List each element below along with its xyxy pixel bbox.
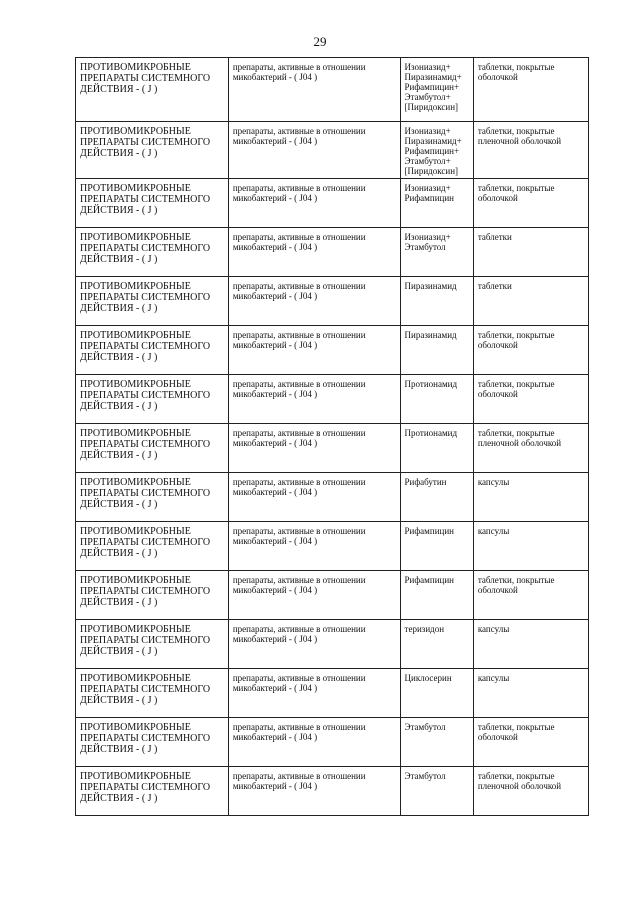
subgroup-cell <box>228 122 400 179</box>
subgroup-cell <box>228 326 400 375</box>
group-cell <box>76 424 229 473</box>
group-text: ПРОТИВОМИКРОБНЫЕ ПРЕПАРАТЫ СИСТЕМНОГО ДЕЙСТВИЯ - ( J ) <box>80 232 211 265</box>
inn-cell <box>400 375 473 424</box>
form-text: капсулы <box>477 477 510 487</box>
inn-text: теризидон <box>404 624 445 634</box>
form-cell <box>473 669 588 718</box>
form-text: таблетки, покрытые оболочкой <box>477 330 555 350</box>
subgroup-text: препараты, активные в отношении микобактерий - ( J04 ) <box>232 232 366 252</box>
subgroup-cell <box>228 669 400 718</box>
table-row <box>76 375 589 424</box>
subgroup-text: препараты, активные в отношении микобактерий - ( J04 ) <box>232 477 366 497</box>
subgroup-text: препараты, активные в отношении микобактерий - ( J04 ) <box>232 722 366 742</box>
inn-cell <box>400 122 473 179</box>
subgroup-text: препараты, активные в отношении микобактерий - ( J04 ) <box>232 428 366 448</box>
form-text: таблетки <box>477 281 512 291</box>
subgroup-text: препараты, активные в отношении микобактерий - ( J04 ) <box>232 62 366 82</box>
group-text: ПРОТИВОМИКРОБНЫЕ ПРЕПАРАТЫ СИСТЕМНОГО ДЕЙСТВИЯ - ( J ) <box>80 673 211 706</box>
inn-text: Пиразинамид <box>404 330 457 340</box>
form-cell <box>473 122 588 179</box>
form-cell <box>473 326 588 375</box>
inn-cell <box>400 522 473 571</box>
form-text: таблетки, покрытые оболочкой <box>477 722 555 742</box>
subgroup-text: препараты, активные в отношении микобактерий - ( J04 ) <box>232 379 366 399</box>
group-cell <box>76 326 229 375</box>
group-cell <box>76 375 229 424</box>
drug-table-body <box>76 58 589 816</box>
subgroup-text: препараты, активные в отношении микобактерий - ( J04 ) <box>232 624 366 644</box>
form-text: таблетки, покрытые оболочкой <box>477 183 555 203</box>
table-row <box>76 326 589 375</box>
inn-cell <box>400 228 473 277</box>
group-cell <box>76 122 229 179</box>
table-row <box>76 179 589 228</box>
inn-text: Изониазид+ Пиразинамид+ Рифампицин+ Этамбутол+ [Пиридоксин] <box>404 126 462 176</box>
inn-cell <box>400 767 473 816</box>
group-text: ПРОТИВОМИКРОБНЫЕ ПРЕПАРАТЫ СИСТЕМНОГО ДЕЙСТВИЯ - ( J ) <box>80 477 211 510</box>
table-row <box>76 277 589 326</box>
subgroup-cell <box>228 620 400 669</box>
inn-text: Протионамид <box>404 379 458 389</box>
table-row <box>76 571 589 620</box>
group-cell <box>76 58 229 122</box>
form-text: таблетки, покрытые оболочкой <box>477 379 555 399</box>
inn-text: Пиразинамид <box>404 281 457 291</box>
form-cell <box>473 571 588 620</box>
form-text: таблетки, покрытые пленочной оболочкой <box>477 771 562 791</box>
group-cell <box>76 179 229 228</box>
group-cell <box>76 718 229 767</box>
form-cell <box>473 522 588 571</box>
subgroup-cell <box>228 718 400 767</box>
form-cell <box>473 228 588 277</box>
inn-text: Рифампицин <box>404 526 454 536</box>
group-text: ПРОТИВОМИКРОБНЫЕ ПРЕПАРАТЫ СИСТЕМНОГО ДЕЙСТВИЯ - ( J ) <box>80 771 211 804</box>
group-text: ПРОТИВОМИКРОБНЫЕ ПРЕПАРАТЫ СИСТЕМНОГО ДЕЙСТВИЯ - ( J ) <box>80 624 211 657</box>
inn-cell <box>400 718 473 767</box>
group-text: ПРОТИВОМИКРОБНЫЕ ПРЕПАРАТЫ СИСТЕМНОГО ДЕЙСТВИЯ - ( J ) <box>80 575 211 608</box>
table-row <box>76 718 589 767</box>
inn-text: Изониазид+ Этамбутол <box>404 232 451 252</box>
table-row <box>76 58 589 122</box>
subgroup-text: препараты, активные в отношении микобактерий - ( J04 ) <box>232 575 366 595</box>
group-cell <box>76 620 229 669</box>
group-text: ПРОТИВОМИКРОБНЫЕ ПРЕПАРАТЫ СИСТЕМНОГО ДЕЙСТВИЯ - ( J ) <box>80 379 211 412</box>
inn-cell <box>400 571 473 620</box>
group-text: ПРОТИВОМИКРОБНЫЕ ПРЕПАРАТЫ СИСТЕМНОГО ДЕЙСТВИЯ - ( J ) <box>80 526 211 559</box>
table-row <box>76 122 589 179</box>
subgroup-text: препараты, активные в отношении микобактерий - ( J04 ) <box>232 771 366 791</box>
group-text: ПРОТИВОМИКРОБНЫЕ ПРЕПАРАТЫ СИСТЕМНОГО ДЕЙСТВИЯ - ( J ) <box>80 62 211 95</box>
inn-text: Рифампицин <box>404 575 454 585</box>
subgroup-text: препараты, активные в отношении микобактерий - ( J04 ) <box>232 673 366 693</box>
group-cell <box>76 571 229 620</box>
inn-cell <box>400 179 473 228</box>
page-number: 29 <box>313 34 327 49</box>
form-text: таблетки, покрытые пленочной оболочкой <box>477 428 562 448</box>
form-cell <box>473 718 588 767</box>
group-cell <box>76 669 229 718</box>
table-row <box>76 473 589 522</box>
form-text: капсулы <box>477 526 510 536</box>
table-row <box>76 522 589 571</box>
subgroup-cell <box>228 375 400 424</box>
form-cell <box>473 473 588 522</box>
subgroup-text: препараты, активные в отношении микобактерий - ( J04 ) <box>232 526 366 546</box>
subgroup-cell <box>228 571 400 620</box>
form-cell <box>473 767 588 816</box>
form-cell <box>473 375 588 424</box>
subgroup-text: препараты, активные в отношении микобактерий - ( J04 ) <box>232 183 366 203</box>
drug-table <box>75 57 589 816</box>
form-text: капсулы <box>477 624 510 634</box>
group-text: ПРОТИВОМИКРОБНЫЕ ПРЕПАРАТЫ СИСТЕМНОГО ДЕЙСТВИЯ - ( J ) <box>80 126 211 159</box>
form-cell <box>473 620 588 669</box>
inn-cell <box>400 326 473 375</box>
group-text: ПРОТИВОМИКРОБНЫЕ ПРЕПАРАТЫ СИСТЕМНОГО ДЕЙСТВИЯ - ( J ) <box>80 722 211 755</box>
subgroup-cell <box>228 767 400 816</box>
form-text: капсулы <box>477 673 510 683</box>
form-cell <box>473 179 588 228</box>
form-text: таблетки, покрытые оболочкой <box>477 62 555 82</box>
table-row <box>76 228 589 277</box>
inn-text: Этамбутол <box>404 771 446 781</box>
group-cell <box>76 522 229 571</box>
subgroup-cell <box>228 424 400 473</box>
subgroup-cell <box>228 277 400 326</box>
inn-text: Изониазид+ Рифампицин <box>404 183 454 203</box>
form-cell <box>473 277 588 326</box>
group-text: ПРОТИВОМИКРОБНЫЕ ПРЕПАРАТЫ СИСТЕМНОГО ДЕЙСТВИЯ - ( J ) <box>80 281 211 314</box>
inn-cell <box>400 620 473 669</box>
subgroup-cell <box>228 179 400 228</box>
subgroup-text: препараты, активные в отношении микобактерий - ( J04 ) <box>232 330 366 350</box>
subgroup-cell <box>228 58 400 122</box>
subgroup-text: препараты, активные в отношении микобактерий - ( J04 ) <box>232 126 366 146</box>
subgroup-cell <box>228 522 400 571</box>
inn-text: Циклосерин <box>404 673 452 683</box>
group-cell <box>76 473 229 522</box>
subgroup-text: препараты, активные в отношении микобактерий - ( J04 ) <box>232 281 366 301</box>
table-row <box>76 669 589 718</box>
inn-text: Рифабутин <box>404 477 447 487</box>
table-row <box>76 767 589 816</box>
inn-text: Этамбутол <box>404 722 446 732</box>
inn-cell <box>400 669 473 718</box>
group-cell <box>76 767 229 816</box>
group-cell <box>76 277 229 326</box>
inn-text: Протионамид <box>404 428 458 438</box>
inn-cell <box>400 277 473 326</box>
form-cell <box>473 58 588 122</box>
form-text: таблетки, покрытые оболочкой <box>477 575 555 595</box>
inn-text: Изониазид+ Пиразинамид+ Рифампицин+ Этамбутол+ [Пиридоксин] <box>404 62 462 112</box>
inn-cell <box>400 473 473 522</box>
inn-cell <box>400 424 473 473</box>
group-text: ПРОТИВОМИКРОБНЫЕ ПРЕПАРАТЫ СИСТЕМНОГО ДЕЙСТВИЯ - ( J ) <box>80 183 211 216</box>
group-cell <box>76 228 229 277</box>
table-row <box>76 620 589 669</box>
subgroup-cell <box>228 473 400 522</box>
form-text: таблетки <box>477 232 512 242</box>
inn-cell <box>400 58 473 122</box>
form-text: таблетки, покрытые пленочной оболочкой <box>477 126 562 146</box>
group-text: ПРОТИВОМИКРОБНЫЕ ПРЕПАРАТЫ СИСТЕМНОГО ДЕЙСТВИЯ - ( J ) <box>80 330 211 363</box>
table-row <box>76 424 589 473</box>
group-text: ПРОТИВОМИКРОБНЫЕ ПРЕПАРАТЫ СИСТЕМНОГО ДЕЙСТВИЯ - ( J ) <box>80 428 211 461</box>
form-cell <box>473 424 588 473</box>
subgroup-cell <box>228 228 400 277</box>
